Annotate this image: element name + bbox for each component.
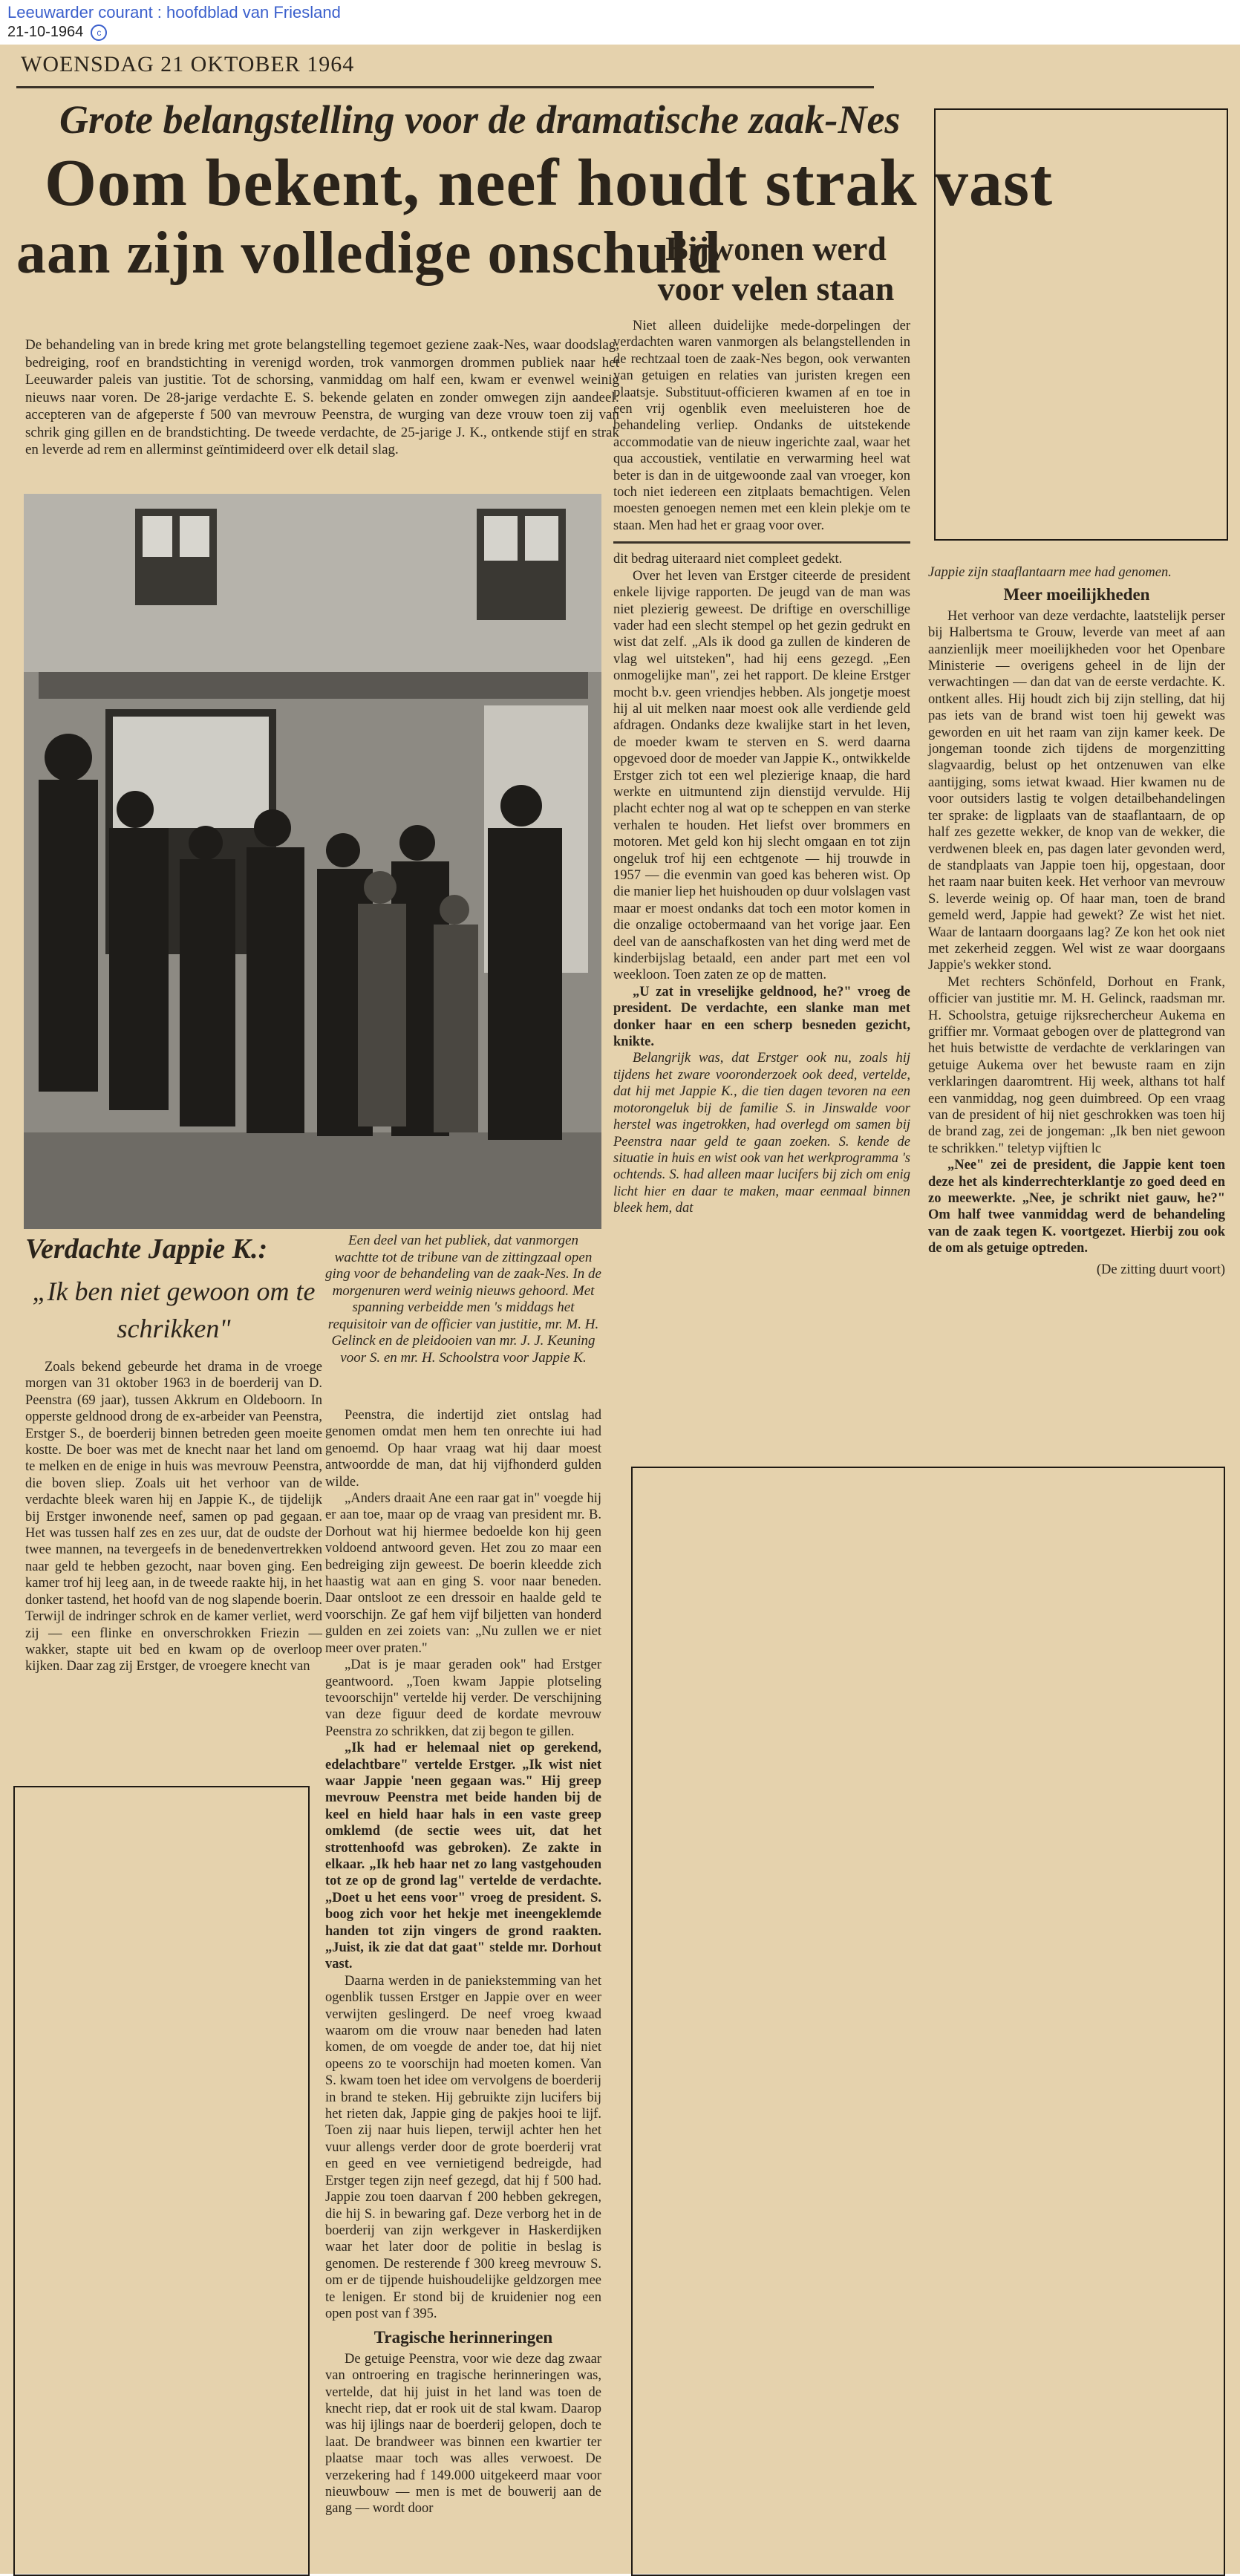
archive-header [7, 3, 1233, 45]
mid-paragraph: „Anders draait Ane een raar gat in" voegde hij er aan toe, maar op de vraag van president mr. B. Dorhout wat hij hiermee bedoelde kon hij geen voldoend antwoord geven. Het zou zo maar een bedreiging zijn geweest. De boerin kleedde zich haastig wat aan en ging S. voor naar beneden. Daar ontsloot ze een dressoir en haalde geld te voorschijn. Ze gaf hem vijf biljetten van honderd gulden en zei zoiets van: „Nu zullen we er niet meer over praten." [325, 1491, 601, 1656]
colb-paragraph: dit bedrag uiteraard niet compleet gedekt. [613, 552, 843, 567]
photo-caption: Een deel van het publiek, dat vanmorgen wachtte tot de tribune van de zittingzaal open ging voor de behandeling van de zaak-Nes. In de morgenuren werd weinig nieuws gehoord. Met spanning verbeidde men 's middags het requisitoir van de officier van justitie, mr. M. H. Gelinck en de pleidooien van mr. J. J. Keuning voor S. en mr. H. Schoolstra voor Jappie K. [325, 1233, 601, 1366]
subheading-tragische: Tragische herinneringen [373, 2328, 553, 2347]
newspaper-clipping [0, 45, 1240, 2574]
mid-paragraph: „Dat is je maar geraden ook" had Erstger geantwoord. „Toen kwam Jappie plotseling tevoorschijn" vertelde hij verder. De verschijning van deze figuur deed de kordate mevrouw Peenstra zo schrikken, dat zij begon te gillen. [325, 1657, 601, 1739]
top-rule [16, 86, 874, 88]
colb-paragraph: Over het leven van Erstger citeerde de president enkele lijvige rapporten. De jeugd van de man was niet plezierig geweest. De driftige en overschillige vader had een slecht stempel op het gezin gedrukt en wist dat zelf. „Als ik dood ga zullen de kinderen de vlag wel uitsteken", had hij eens gezegd. „Een onmogelijke man", zei het rapport. De kleine Erstger mocht b.v. geen vriendjes hebben. Als jongetje moest hij al uit melken naar moest ook alle verdiende geld afdragen. Ondanks deze kwalijke start in het leven, de moeder kwam te sterven en S. werd daarna opgevoed door de moeder van Jappie K., ontwikkelde Erstger zich tot een wel plezierige knaap, die hard werkte en uitmuntend zijn dienstijd vervulde. Hij placht echter nog al wat op te scheppen en van sterke verhalen te houden. Het liefst over brommers en motoren. Met geld kon hij slecht omgaan en tot zijn ongeluk trof hij een echtgenote — hij trouwde in 1957 — die evenmin van goed kas beheren wist. Op die manier liep het huishouden op duur volslagen vast maar er moest ondanks dat toch een motor komen in die onzalige octobermaand van het vorige jaar. Een deel van de aanschafkosten van het ding werd met de kinderbijslag betaald, een ander part met een vol weekloon. Toen zaten ze op de matten. [613, 568, 910, 983]
headline-main-line1: Oom bekent, neef houdt strak vast [45, 146, 1054, 220]
mid-paragraph: Peenstra, die indertijd ziet ontslag had genomen omdat men hem ten onrechte iui had genoemd. Op haar vraag wat hij daar moest antwoordde de man, dat hij vijfhonderd gulden wilde. [325, 1408, 601, 1490]
colb-paragraph-italic: Belangrijk was, dat Erstger ook nu, zoals hij tijdens het zware vooronderzoek ook deed, vertelde, dat hij met Jappie K., die tien dagen tevoren na een motorongeluk bij de familie S. in Jinswalde voor herstel was ingetrokken, had overlegd om samen bij Peenstra naar geld te gaan zoeken. S. kende de situatie in huis en wist ook van het werkprogramma 's ochtends. S. had alleen maar lucifers bij zich om enig licht hier en daar te maken, maar eenmaal binnen bleek hem, dat [613, 1051, 910, 1216]
mid-paragraph: De getuige Peenstra, voor wie deze dag zwaar van ontroering en tragische herinneringen was, vertelde, dat hij juist in het land was toen de knecht riep, dat er rook uit de stal kwam. Daarop was hij ijlings naar de boerderij gelopen, doch te laat. De brandweer was binnen een kwartier ter plaatse maar toch was alles verwoest. De verzekering had f 149.000 uitgekeerd maar voor nieuwbouw — men is met de bouwerij aan de gang — wordt door [325, 2351, 601, 2517]
closing-note: (De zitting duurt voort) [1096, 1262, 1225, 1277]
colc-paragraph: Met rechters Schönfeld, Dorhout en Frank, officier van justitie mr. M. H. Gelinck, raadsman mr. H. Schoolstra, getuige rijksrechercheur Aukema en griffier mr. Vormaat gebogen over de plattegrond van het huis betwistte de verdachte de verklaringen van getuige Aukema over het bewuste raam en zijn verklaringen daaromtrent. Hij week, althans tot half een vanmiddag, nog geen duimbreed. Op een vraag van de president of hij niet geschrokken was toen hij de brand zag, zei de jongeman: „Ik ben niet gewoon te schrikken." teletyp vijftien lc [928, 974, 1225, 1156]
crowd-photo-image [24, 494, 601, 1229]
mid-paragraph-bold: „Ik had er helemaal niet op gerekend, edelachtbare" vertelde Erstger. „Ik wist niet waar Jappie 'neen gegaan was." Hij greep mevrouw Peenstra met beide handen bij de keel en hield haar hals in een vaste greep omklemd (de sectie wees uit, dat het strottenhoofd was gebroken). Ze zakte in elkaar. „Ik heb haar net zo lang vastgehouden tot ze op de grond lag" vertelde de verdachte. „Doet u het eens voor" vroeg de president. S. boog zich voor het hekje met ineengeklemde handen tot zijn vingers de grond raakten. „Juist, ik zie dat dat gaat" stelde mr. Dorhout vast. [325, 1741, 601, 1972]
mid-paragraph: Daarna werden in de paniekstemming van het ogenblik tussen Erstger en Jappie over en weer verwijten geslingerd. De neef vroeg kwaad waarom om die vrouw naar beneden had laten komen, de om voegde de ander toe, dat hij niet opeens zo te voorschijn had moeten komen. Van S. kwam toen het idee om vervolgens de boerderij in brand te steken. Hij gebruikte zijn lucifers bij het rieten dak, Jappie ging de pakjes hooi te lijf. Toen zij naar huis liepen, terwijl achter hen het vuur allengs verder door de grote boerderij vrat en geed en vee vernietigend bedreigde, had Erstger tegen zijn neef gezegd, dat hij f 500 had. Jappie zou toen daarvan f 200 hebben gekregen, die hij S. in bewaring gaf. Deze verborg het in de boerderij van zijn werkgever in Haskerdijken waar het later door de politie in beslag is genomen. De resterende f 300 kreeg mevrouw S. om er de tijpende huishoudelijke geldzorgen mee te lenigen. Er stond bij de kruidenier nog een open post van f 395. [325, 1973, 601, 2321]
sidebar-paragraph: Zoals bekend gebeurde het drama in de vroege morgen van 31 oktober 1963 in de boerderij van D. Peenstra (69 jaar), tussen Akkrum en Oldeboorn. In opperste geldnood drong de ex-arbeider van Peenstra, Erstger S., de boerderij binnen betreden geen moeite kostte. De boer was met de knecht naar het land om te melken en de enige in huis was mevrouw Peenstra, die boven sliep. Zoals uit het verhoor van de verdachte bleek waren hij en Jappie K., de tijdelijk bij Erstger inwonende neef, samen op pad gegaan. Het was tussen half zes en zes uur, dat de oudste der twee mannen, na tevergeefs in de benedenvertrekken naar geld te hebben gezocht, naar boven ging. Een kamer trof hij leeg aan, in de tweede raakte hij, in het donker tastend, het hoofd van de nog slapende boerin. Terwijl de indringer schrok en de kamer verliet, werd zij — een flinke en onverschrokken Friezin — wakker, stapte uit bed en kwam op de overloop kijken. Daar zag zij Erstger, de vroegere knecht van [25, 1360, 322, 1675]
lead-paragraph: De behandeling van in brede kring met grote belangstelling tegemoet geziene zaak-Nes, waar doodslag, bedreiging, roof en brandstichting in verenigd worden, trok vanmorgen drommen publiek naar het Leeuwarder paleis van justitie. Tot de schorsing, vanmiddag om half een, kwam er evenwel weinig nieuws naar voren. De 28-jarige verdachte E. S. bekende gelaten en zonder omwegen zijn aandeel: accepteren van de afgeperste f 500 van mevrouw Peenstra, de wurging van deze vrouw toen zij van schrik ging gillen en de brandstichting. De tweede verdachte, de 25-jarige J. K., ontkende stijf en strak en leverde ad rem en allerminst geïntimideerd over elk detail slag. [25, 337, 619, 457]
blank-frame-bottom-right [631, 1467, 1225, 2576]
issue-date [7, 24, 107, 41]
crowd-photo [24, 494, 601, 1229]
colc-paragraph-bold: „Nee" zei de president, die Jappie kent toen deze het als kinderrechterklantje zo goed deed en zo meewerkte. „Nee, je schrikt niet gauw, he?" Om half twee vanmiddag werd de behandeling van de zaak tegen K. voortgezet. Hierbij zou ook de om als getuige optreden. [928, 1158, 1225, 1256]
column-rule [613, 541, 910, 544]
newspaper-dateline: WOENSDAG 21 OKTOBER 1964 [21, 52, 355, 76]
sidebar-quote: „Ik ben niet gewoon om te schrikken" [32, 1276, 316, 1343]
column-b [613, 318, 910, 1438]
headline-kicker: Grote belangstelling voor de dramatische zaak-Nes [59, 97, 901, 142]
subheading-meer: Meer moeilijkheden [1003, 585, 1150, 604]
side-headline: Bijwonen werd voor velen staan [657, 229, 895, 307]
source-title-link[interactable]: Leeuwarder courant : hoofdblad van Friesland [7, 3, 341, 22]
sidebar-body [25, 1359, 322, 1772]
cc-icon[interactable]: c [91, 25, 107, 41]
sidebar-title: Verdachte Jappie K.: [25, 1233, 268, 1265]
colb-paragraph: Niet alleen duidelijke mede-dorpelingen der verdachten waren vanmorgen als belangstellenden in de rechtzaal toen de zaak-Nes begon, ook verwanten van getuigen en relaties van juristen kregen een plaatsje. Substituut-officieren kwamen af en toe in een vrij ogenblik even meeluisteren hoe de behandeling verliep. Ondanks de uitstekende accommodatie van de nieuw ingerichte zaal, waar het qua accoustiek, ventilatie en verwarming heel wat beter is dan in de uitgewoonde zaal van vroeger, kon toch niet iedereen een zitplaats bemachtigen. Velen moesten genoegen nemen met een klein plekje om te staan. Men had het er graag voor over. [613, 319, 910, 533]
blank-frame-top-right [934, 108, 1228, 541]
colc-paragraph-italic: Jappie zijn staaflantaarn mee had genomen. [928, 565, 1172, 580]
mid-column [325, 1407, 601, 2573]
colb-paragraph-bold: „U zat in vreselijke geldnood, he?" vroeg de president. De verdachte, een slanke man met donker haar en een scherp besneden gezicht, knikte. [613, 984, 910, 1050]
colc-paragraph: Het verhoor van deze verdachte, laatstelijk perser bij Halbertsma te Grouw, leverde van meet af aan aanzienlijk meer moeilijkheden voor het Openbare Ministerie — overigens geheel in de lijn der verwachtingen — dan dat van de eerste verdachte. K. ontkent alles. Hij houdt zich bij zijn stelling, dat hij pas iets van de brand wist toen hij gewekt was geworden en uit het raam van zijn kamer keek. De jongeman toonde zich tijdens de morgenzitting slagvaardig, belust op het ontzenuwen van elke aantijging, soms ietwat kwaad. Hier kwamen nu de voor outsiders lastig te volgen detailbehandelingen ter sprake: de ligplaats van de staaflantaarn, de op half zes gezette wekker, de knop van de wekker, die verdwenen bleek en, pas dagen later gevonden werd, de standplaats van Jappie toen hij, opgestaan, door het raam naar buiten keek. Het verhoor van mevrouw S. leverde weinig op. Of haar man, toen de brand gemeld werd, Jappie had gewekt? Ze wist het niet. Waar de lantaarn doorgaans lag? Ze kon het ook niet met zekerheid zeggen. Wel wist ze waar doorgaans Jappie's wekker stond. [928, 608, 1225, 974]
headline-main-line2: aan zijn volledige onschuld [16, 221, 722, 286]
blank-frame-left [13, 1786, 310, 2576]
issue-date-text: 21-10-1964 [7, 24, 84, 40]
column-c [928, 564, 1225, 1435]
